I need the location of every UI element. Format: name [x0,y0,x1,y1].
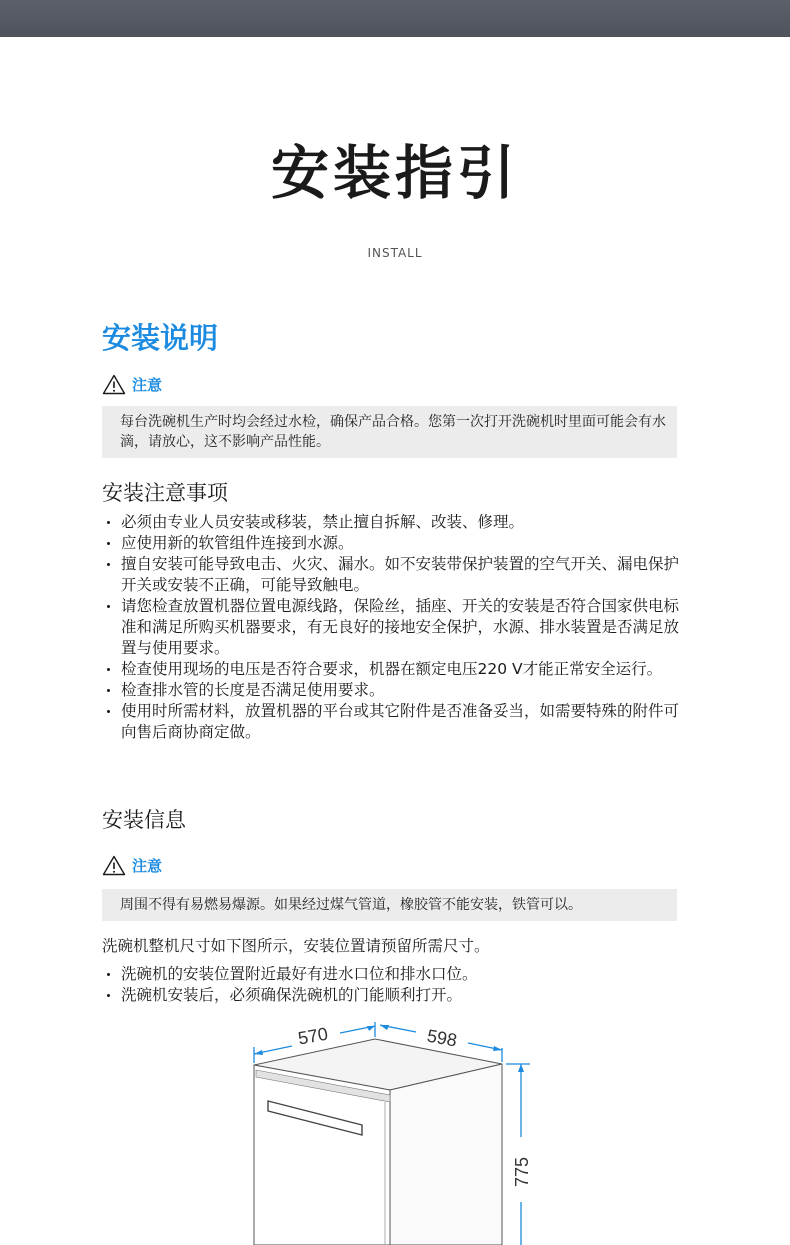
notice-box: 每台洗碗机生产时均会经过水检，确保产品合格。您第一次打开洗碗机时里面可能会有水滴，请放心，这不影响产品性能。 [102,406,677,458]
notice-label-text: 注意 [132,376,163,394]
notice-label-text: 注意 [132,857,163,875]
precautions-list [104,512,684,743]
info-heading: 安装信息 [102,808,186,832]
list-item: 检查排水管的长度是否满足使用要求。 [104,680,684,701]
list-item: 使用时所需材料，放置机器的平台或其它附件是否准备妥当，如需要特殊的附件可向售后商协商定做。 [104,701,684,743]
notice-box: 周围不得有易燃易爆源。如果经过煤气管道，橡胶管不能安装，铁管可以。 [102,889,677,921]
depth-label: 598 [425,1025,459,1051]
section-heading: 安装说明 [102,321,219,355]
notice-label [102,374,162,395]
notice-label [102,855,162,876]
list-item: 洗碗机安装后，必须确保洗碗机的门能顺利打开。 [104,985,684,1006]
list-item: 洗碗机的安装位置附近最好有进水口位和排水口位。 [104,964,684,985]
height-label: 775 [512,1156,532,1188]
page-subtitle: INSTALL [367,246,423,260]
dimensions-list [104,964,684,1006]
list-item: 应使用新的软管组件连接到水源。 [104,533,684,554]
list-item: 请您检查放置机器位置电源线路，保险丝，插座、开关的安装是否符合国家供电标准和满足所购买机器要求，有无良好的接地安全保护，水源、排水装置是否满足放置与使用要求。 [104,596,684,659]
width-label: 570 [296,1023,330,1049]
list-item: 检查使用现场的电压是否符合要求，机器在额定电压220 V才能正常安全运行。 [104,659,684,680]
dishwasher-dimension-diagram [240,1012,550,1245]
precautions-heading: 安装注意事项 [102,481,228,505]
warning-icon [102,855,126,876]
list-item: 擅自安装可能导致电击、火灾、漏水。如不安装带保护装置的空气开关、漏电保护开关或安装不正确，可能导致触电。 [104,554,684,596]
page-title: 安装指引 [270,139,519,207]
warning-icon [102,374,126,395]
dimensions-intro: 洗碗机整机尺寸如下图所示，安装位置请预留所需尺寸。 [102,937,490,955]
list-item: 必须由专业人员安装或移装，禁止擅自拆解、改装、修理。 [104,512,684,533]
top-banner [0,0,790,37]
